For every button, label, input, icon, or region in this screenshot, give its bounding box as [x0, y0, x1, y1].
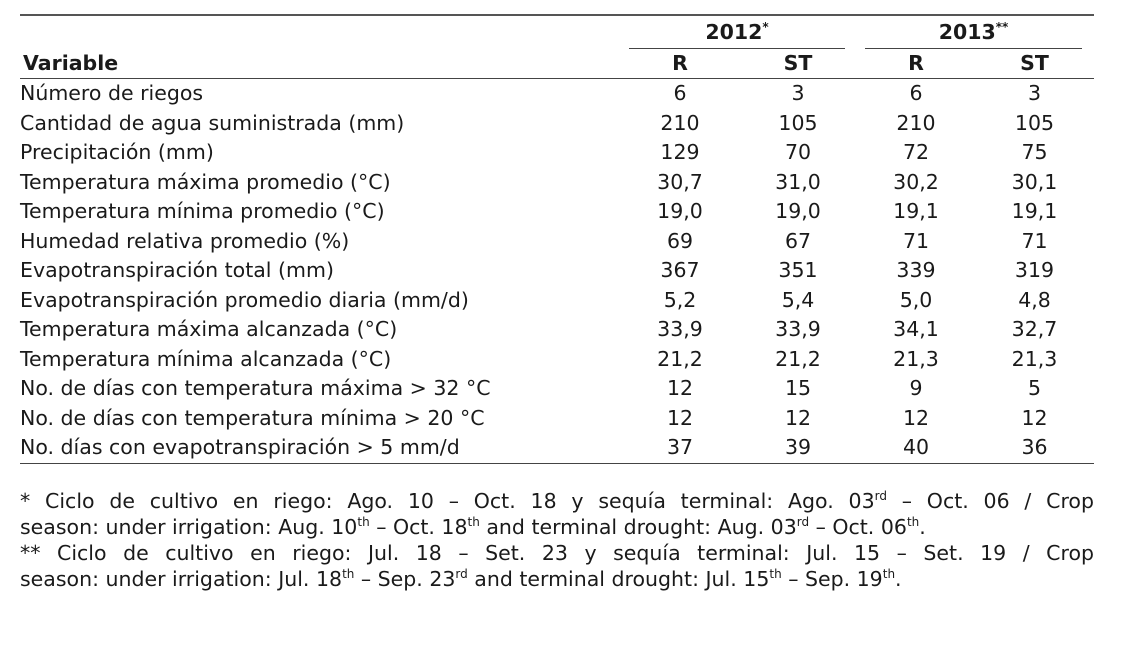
- row-value: 5: [1027, 376, 1042, 400]
- row-value: 40: [857, 433, 975, 463]
- row-value: 12: [666, 405, 694, 430]
- row-label: Evapotranspiración promedio diaria (mm/d): [20, 287, 469, 312]
- row-label: Humedad relativa promedio (%): [20, 228, 350, 253]
- row-label: No. de días con temperatura máxima > 32 °C: [20, 376, 491, 400]
- row-label: Cantidad de agua suministrada (mm): [20, 110, 405, 135]
- row-label: Temperatura máxima promedio (°C): [20, 169, 391, 194]
- table-row: [20, 315, 1094, 345]
- row-value: 21,3: [1011, 346, 1058, 371]
- row-value: 37: [621, 433, 739, 463]
- column-header-row: [20, 49, 1094, 79]
- row-value: 33,9: [657, 317, 703, 341]
- row-label: Temperatura mínima promedio (°C): [20, 199, 385, 223]
- row-value: 3: [1027, 81, 1042, 105]
- table-row: [20, 79, 1094, 109]
- row-value: 105: [778, 110, 818, 135]
- variable-header: Variable: [20, 49, 621, 79]
- row-value: 210: [660, 110, 700, 135]
- table-row: [20, 374, 1094, 404]
- table-body: [20, 79, 1094, 464]
- year-2013-header: 2013**: [857, 16, 1094, 49]
- row-value: 339: [896, 258, 936, 282]
- row-value: 36: [975, 433, 1094, 463]
- footnote-2013-line2: season: under irrigation: Jul. 18th – Sep. 23rd and terminal drought: Jul. 15th – Sep. 19th.: [20, 566, 902, 591]
- row-value: 70: [784, 140, 812, 164]
- row-value: 39: [739, 433, 857, 463]
- row-value: 5,4: [781, 287, 815, 312]
- row-value: 21,3: [893, 346, 939, 371]
- row-value: 34,1: [893, 317, 939, 341]
- row-value: 5,2: [663, 287, 697, 312]
- row-value: 367: [660, 258, 700, 282]
- row-value: 210: [896, 110, 936, 135]
- footnote-2012-line2: season: under irrigation: Aug. 10th – Oct. 18th and terminal drought: Aug. 03rd – Oct. 06th.: [20, 514, 926, 539]
- row-label: No. de días con temperatura mínima > 20 °C: [20, 405, 485, 430]
- row-value: 19,0: [775, 199, 821, 223]
- table-row: [20, 433, 1094, 463]
- row-value: 33,9: [775, 317, 821, 341]
- row-value: 31,0: [775, 169, 821, 194]
- empty-header-cell: [20, 16, 621, 49]
- table-row: [20, 286, 1094, 316]
- row-value: 19,1: [893, 199, 939, 223]
- row-value: 71: [902, 228, 930, 253]
- row-value: 32,7: [1011, 317, 1058, 341]
- row-value: 12: [1021, 405, 1048, 430]
- row-value: 19,0: [657, 199, 703, 223]
- footnote-2013-line1: ** Ciclo de cultivo en riego: Jul. 18 – Set. 23 y sequía terminal: Jul. 15 – Set. 19 / Crop: [20, 540, 1094, 565]
- row-value: 19,1: [1011, 199, 1058, 223]
- table-row: [20, 109, 1094, 139]
- document-page: [20, 14, 1094, 592]
- row-value: 15: [784, 376, 812, 400]
- row-value: 129: [660, 140, 700, 164]
- table-row: [20, 227, 1094, 257]
- row-label: Evapotranspiración total (mm): [20, 258, 334, 282]
- row-value: 72: [902, 140, 930, 164]
- row-label: Precipitación (mm): [20, 140, 214, 164]
- row-value: 9: [909, 376, 923, 400]
- col-header-2013-r: R: [857, 49, 975, 79]
- row-value: 4,8: [1018, 287, 1051, 312]
- row-value: 5,0: [899, 287, 933, 312]
- year-header-row: [20, 16, 1094, 49]
- col-header-2013-st: ST: [975, 49, 1094, 79]
- row-value: 12: [902, 405, 930, 430]
- row-value: 21,2: [775, 346, 821, 371]
- table-row: [20, 256, 1094, 286]
- row-value: 6: [909, 81, 923, 105]
- climate-data-table: [20, 14, 1094, 464]
- table-row: [20, 138, 1094, 168]
- footnote-2013: [20, 540, 1094, 592]
- row-label: No. días con evapotranspiración > 5 mm/d: [20, 433, 621, 463]
- footnote-2012-line1: * Ciclo de cultivo en riego: Ago. 10 – Oct. 18 y sequía terminal: Ago. 03rd – Oct. 06 / Crop: [20, 488, 1094, 513]
- row-value: 69: [666, 228, 694, 253]
- table-row: [20, 168, 1094, 198]
- col-header-2012-st: ST: [739, 49, 857, 79]
- row-value: 75: [1021, 140, 1048, 164]
- row-value: 30,2: [893, 169, 939, 194]
- row-value: 351: [778, 258, 818, 282]
- footnote-2012: [20, 488, 1094, 540]
- row-label: Número de riegos: [20, 81, 204, 105]
- table-row: [20, 345, 1094, 375]
- row-label: Temperatura máxima alcanzada (°C): [20, 317, 398, 341]
- row-value: 12: [666, 376, 694, 400]
- row-value: 30,1: [1011, 169, 1058, 194]
- row-value: 12: [784, 405, 812, 430]
- row-value: 21,2: [657, 346, 703, 371]
- row-value: 30,7: [657, 169, 703, 194]
- row-value: 3: [791, 81, 805, 105]
- year-2013-marker: **: [995, 20, 1009, 35]
- row-value: 67: [784, 228, 812, 253]
- row-value: 71: [1021, 228, 1048, 253]
- year-2012-header: 2012*: [621, 16, 857, 49]
- row-value: 105: [1014, 110, 1055, 135]
- footnotes: [20, 488, 1094, 592]
- table-row: [20, 197, 1094, 227]
- year-2012-marker: *: [762, 20, 769, 35]
- table-row: [20, 404, 1094, 434]
- row-value: 319: [1014, 258, 1055, 282]
- row-value: 6: [673, 81, 687, 105]
- col-header-2012-r: R: [621, 49, 739, 79]
- row-label: Temperatura mínima alcanzada (°C): [20, 346, 392, 371]
